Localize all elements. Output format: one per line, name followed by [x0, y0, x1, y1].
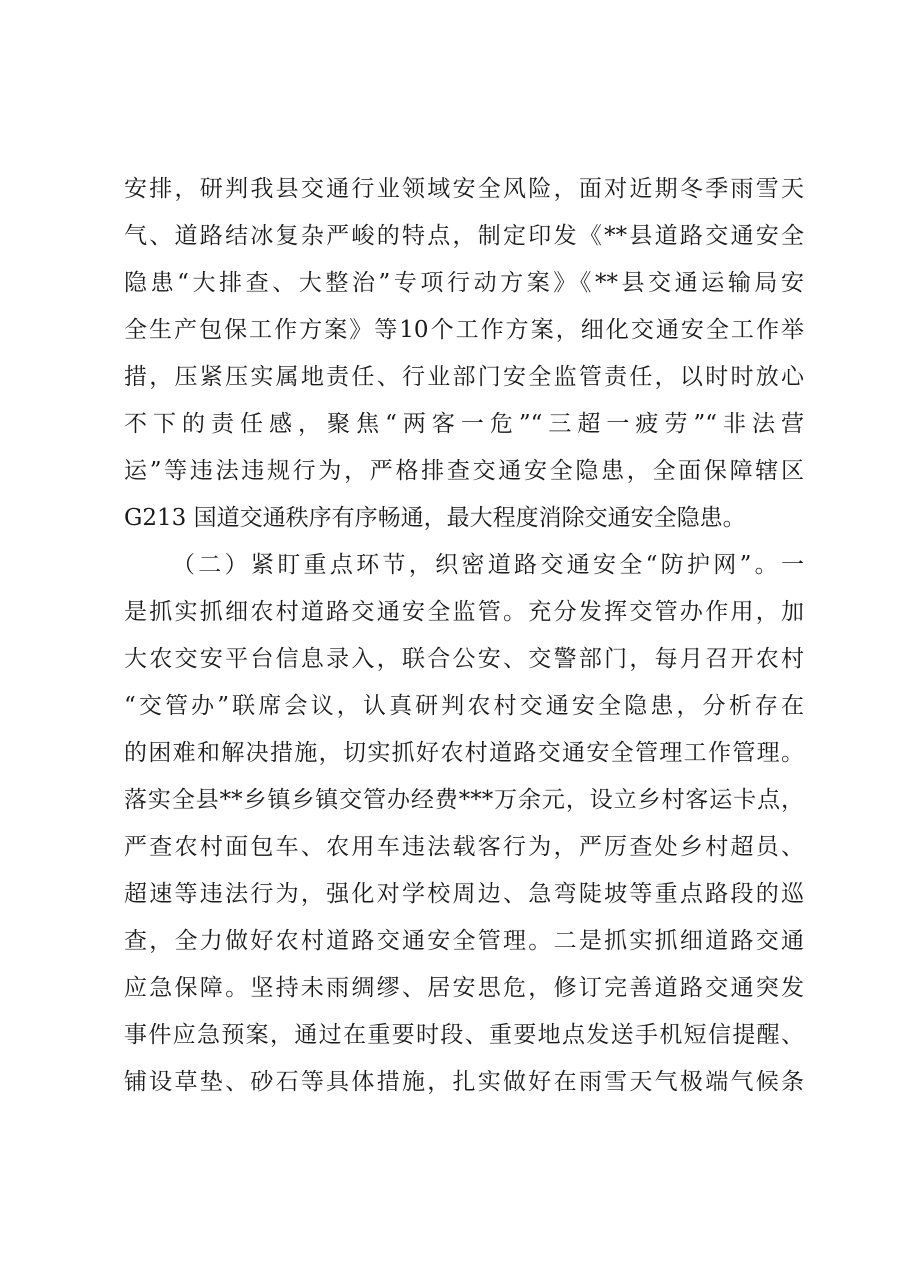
- text-line: 事件应急预案，通过在重要时段、重要地点发送手机短信提醒、: [124, 1022, 804, 1048]
- text-line: 铺设草垫、砂石等具体措施，扎实做好在雨雪天气极端气候条: [124, 1069, 804, 1095]
- text-line: 措，压紧压实属地责任、行业部门安全监管责任，以时时放心: [124, 364, 804, 390]
- text-line: 是抓实抓细农村道路交通安全监管。充分发挥交管办作用，加: [124, 599, 804, 625]
- text-line: 严查农村面包车、农用车违法载客行为，严厉查处乡村超员、: [124, 834, 804, 860]
- text-line: 的困难和解决措施，切实抓好农村道路交通安全管理工作管理。: [124, 740, 804, 766]
- section-heading-line: （二）紧盯重点环节，织密道路交通安全“防护网”。一: [172, 552, 804, 578]
- text-line: G213 国道交通秩序有序畅通，最大程度消除交通安全隐患。: [124, 505, 746, 531]
- text-line: “交管办”联席会议，认真研判农村交通安全隐患，分析存在: [124, 693, 804, 719]
- text-line: 查，全力做好农村道路交通安全管理。二是抓实抓细道路交通: [124, 928, 804, 954]
- text-line: 气、道路结冰复杂严峻的特点，制定印发《**县道路交通安全: [124, 223, 804, 249]
- text-line: 应急保障。坚持未雨绸缪、居安思危，修订完善道路交通突发: [124, 975, 804, 1001]
- body-text: [124, 166, 804, 1106]
- text-line: 超速等违法行为，强化对学校周边、急弯陡坡等重点路段的巡: [124, 881, 804, 907]
- text-line: 大农交安平台信息录入，联合公安、交警部门，每月召开农村: [124, 646, 804, 672]
- text-line: 不下的责任感，聚焦“两客一危”“三超一疲劳”“非法营: [124, 411, 804, 437]
- text-line: 安排，研判我县交通行业领域安全风险，面对近期冬季雨雪天: [124, 176, 804, 202]
- text-line: 全生产包保工作方案》等10个工作方案，细化交通安全工作举: [124, 317, 804, 343]
- text-line: 运”等违法违规行为，严格排查交通安全隐患，全面保障辖区: [124, 458, 804, 484]
- text-line: 隐患“大排查、大整治”专项行动方案》《**县交通运输局安: [124, 270, 804, 296]
- text-line: 落实全县**乡镇乡镇交管办经费***万余元，设立乡村客运卡点，: [124, 787, 804, 813]
